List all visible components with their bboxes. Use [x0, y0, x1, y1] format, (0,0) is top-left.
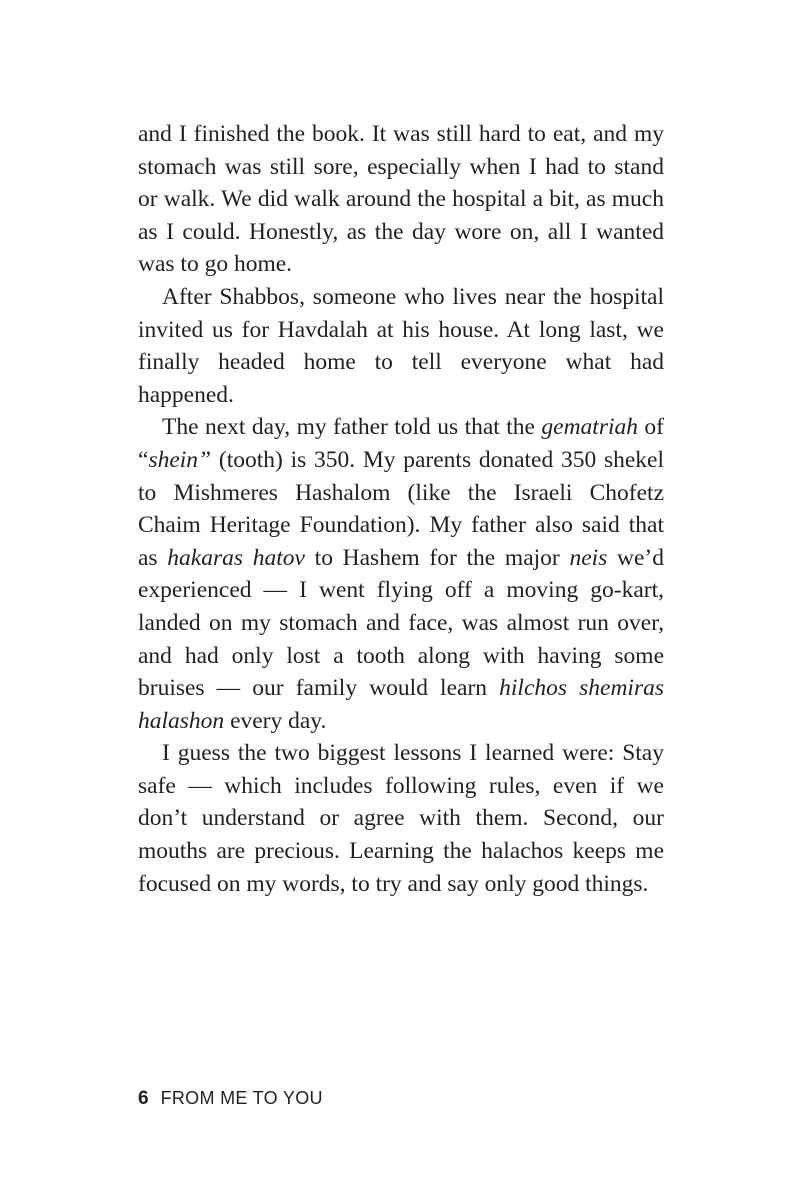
text-run: and I finished the book. It was still hard to eat, and my stomach was still sore, especially when I had to stand or walk. We did walk around the hospital a bit, as much as I could. Honestly, as the day wore on, all I wanted was to go home. — [138, 121, 664, 278]
paragraph-1 — [138, 118, 664, 281]
text-run: I guess the two biggest lessons I learned were: Stay safe — which includes following rules, even if we don’t understand or agree with them. Second, our mouths are precious. Learning the halachos keeps me focused on my words, to try and say only good things. — [138, 740, 664, 897]
text-run: (tooth) is 350. My parents donated 350 shekel to Mishmeres Hashalom (like the Israeli Chofetz Chaim Heritage Foundation). My father also said that as — [138, 446, 664, 571]
text-run: After Shabbos, someone who lives near the hospital invited us for Havdalah at his house. At long last, we finally headed home to tell everyone what had happened. — [138, 283, 664, 408]
running-title: FROM ME TO YOU — [160, 1088, 323, 1108]
paragraph-3 — [138, 411, 664, 737]
page-number: 6 — [138, 1088, 149, 1109]
text-run: The next day, my father told us that the — [162, 414, 542, 441]
text-run: of “ — [138, 414, 665, 473]
text-run: we’d experienced — I went flying off a moving go-kart, landed on my stomach and face, was almost run over, and had only lost a tooth along with having some bruises — our family would learn — [138, 544, 665, 702]
text-run: to Hashem for the major — [304, 544, 570, 571]
italic-term: neis — [569, 544, 608, 571]
italic-term: hilchos shemiras halashon — [138, 675, 665, 734]
italic-term: gematriah — [541, 414, 638, 441]
page-footer — [138, 1088, 323, 1110]
italic-term: shein” — [148, 446, 212, 473]
paragraph-2 — [138, 281, 664, 411]
paragraph-4 — [138, 737, 664, 900]
page-body — [138, 118, 664, 900]
italic-term: hakaras hatov — [167, 544, 305, 571]
text-run: every day. — [224, 707, 327, 734]
